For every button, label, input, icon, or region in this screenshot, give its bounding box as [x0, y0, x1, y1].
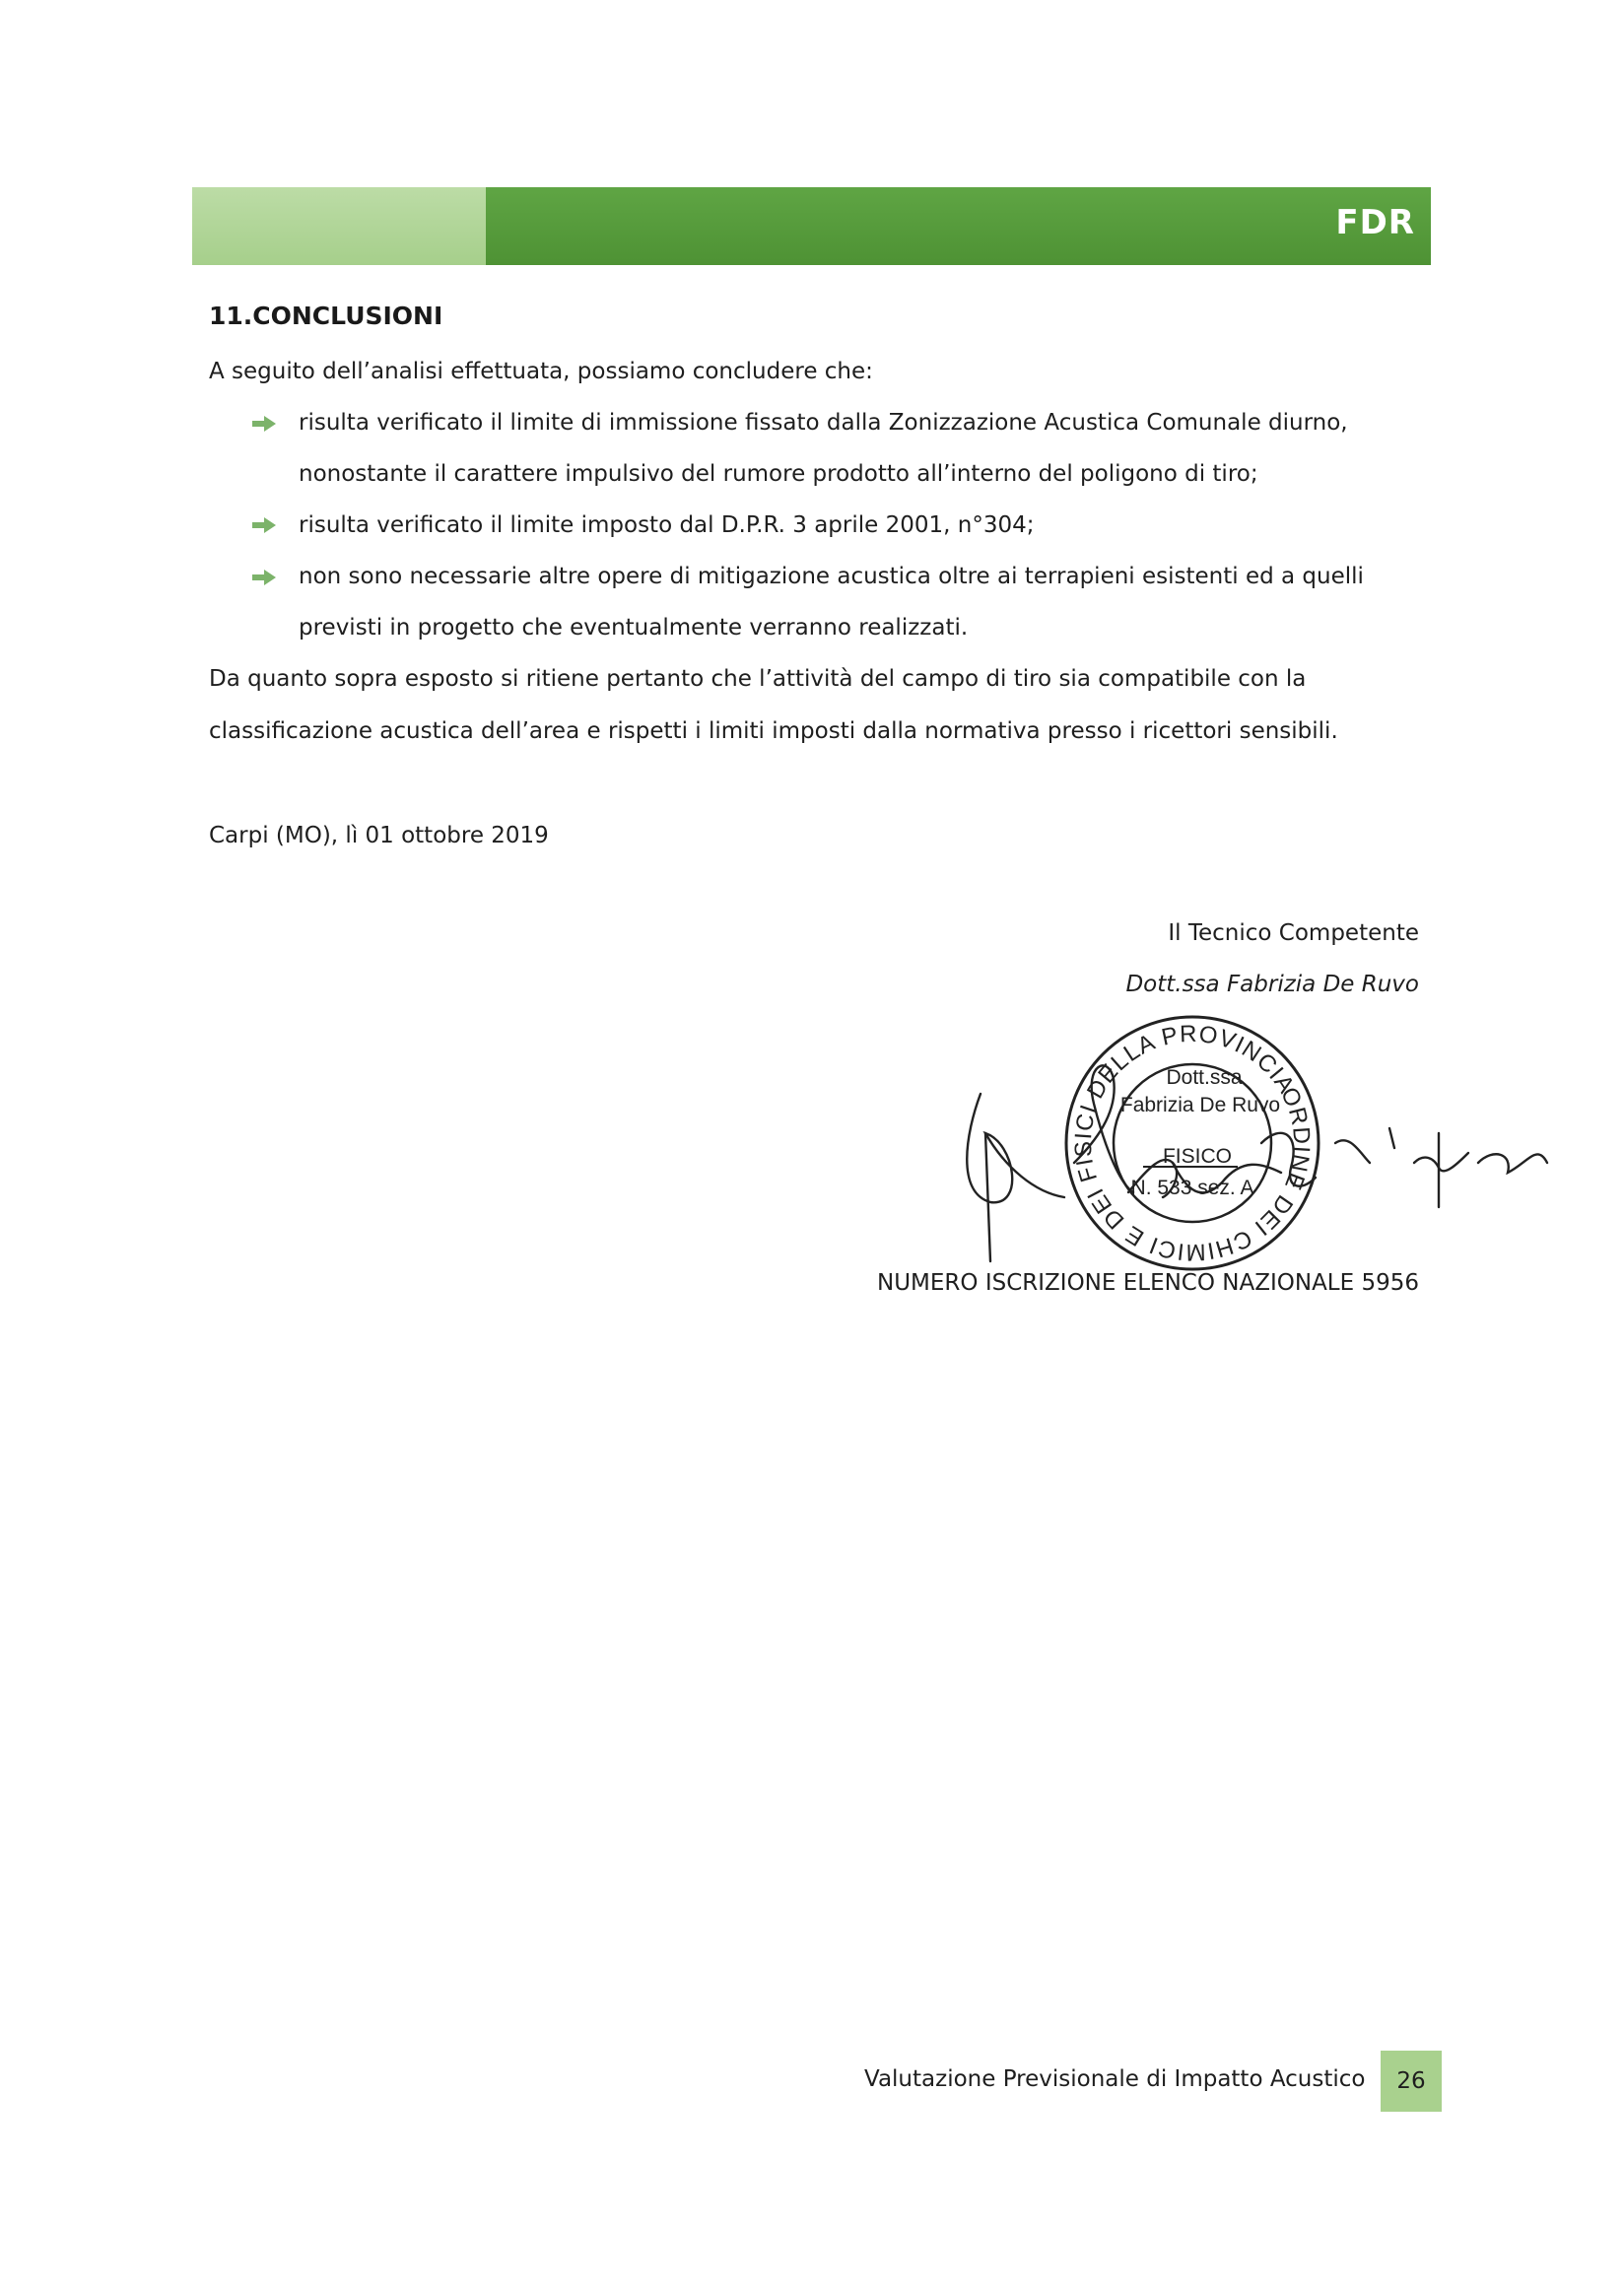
stamp-line-2: Fabrizia De Ruvo	[1119, 1094, 1281, 1116]
bullet-3-line-2: previsti in progetto che eventualmente verranno realizzati.	[299, 615, 969, 641]
bullet-1-line-2: nonostante il carattere impulsivo del rumore prodotto all’interno del poligono di tiro;	[299, 461, 1258, 487]
conclusion-line-2: classificazione acustica dell’area e rispetti i limiti imposti dalla normativa presso i ricettori sensibili.	[209, 718, 1338, 744]
signature-stamp	[946, 995, 1577, 1291]
page-number-text: 26	[1396, 2068, 1426, 2094]
section-title: 11.CONCLUSIONI	[209, 302, 443, 330]
stamp-line-4: N. 533 sez. A	[1130, 1177, 1254, 1199]
stamp-line-3: FISICO	[1162, 1145, 1233, 1168]
arrow-bullet-icon	[252, 517, 276, 533]
header-label: FDR	[1335, 203, 1415, 242]
header-band-light	[192, 187, 486, 265]
place-date: Carpi (MO), lì 01 ottobre 2019	[209, 823, 549, 848]
bullet-1-line-1: risulta verificato il limite di immissione fissato dalla Zonizzazione Acustica Comunale diurno,	[299, 410, 1348, 436]
conclusion-line-1: Da quanto sopra esposto si ritiene pertanto che l’attività del campo di tiro sia compatibile con la	[209, 666, 1307, 692]
intro-text: A seguito dell’analisi effettuata, possiamo concludere che:	[209, 359, 873, 384]
stamp-line-1: Dott.ssa	[1166, 1066, 1243, 1089]
arrow-bullet-icon	[252, 416, 276, 432]
bullet-3-line-1: non sono necessarie altre opere di mitigazione acustica oltre ai terrapieni esistenti ed a quelli	[299, 564, 1364, 589]
header-band-dark	[486, 187, 1431, 265]
signatory-role: Il Tecnico Competente	[1168, 920, 1419, 946]
bullet-2-line-1: risulta verificato il limite imposto dal D.P.R. 3 aprile 2001, n°304;	[299, 512, 1035, 538]
signatory-name: Dott.ssa Fabrizia De Ruvo	[1125, 972, 1419, 997]
stamp-ring-text: ORDINE DEI CHIMICI E DEI FISICI DELLA PROVINCIA DI MODENA	[1069, 1020, 1500, 1266]
header-band	[192, 187, 1431, 265]
registration-number: NUMERO ISCRIZIONE ELENCO NAZIONALE 5956	[877, 1270, 1419, 1296]
footer-title: Valutazione Previsionale di Impatto Acustico	[864, 2066, 1366, 2092]
arrow-bullet-icon	[252, 570, 276, 585]
page-number	[1381, 2051, 1442, 2112]
